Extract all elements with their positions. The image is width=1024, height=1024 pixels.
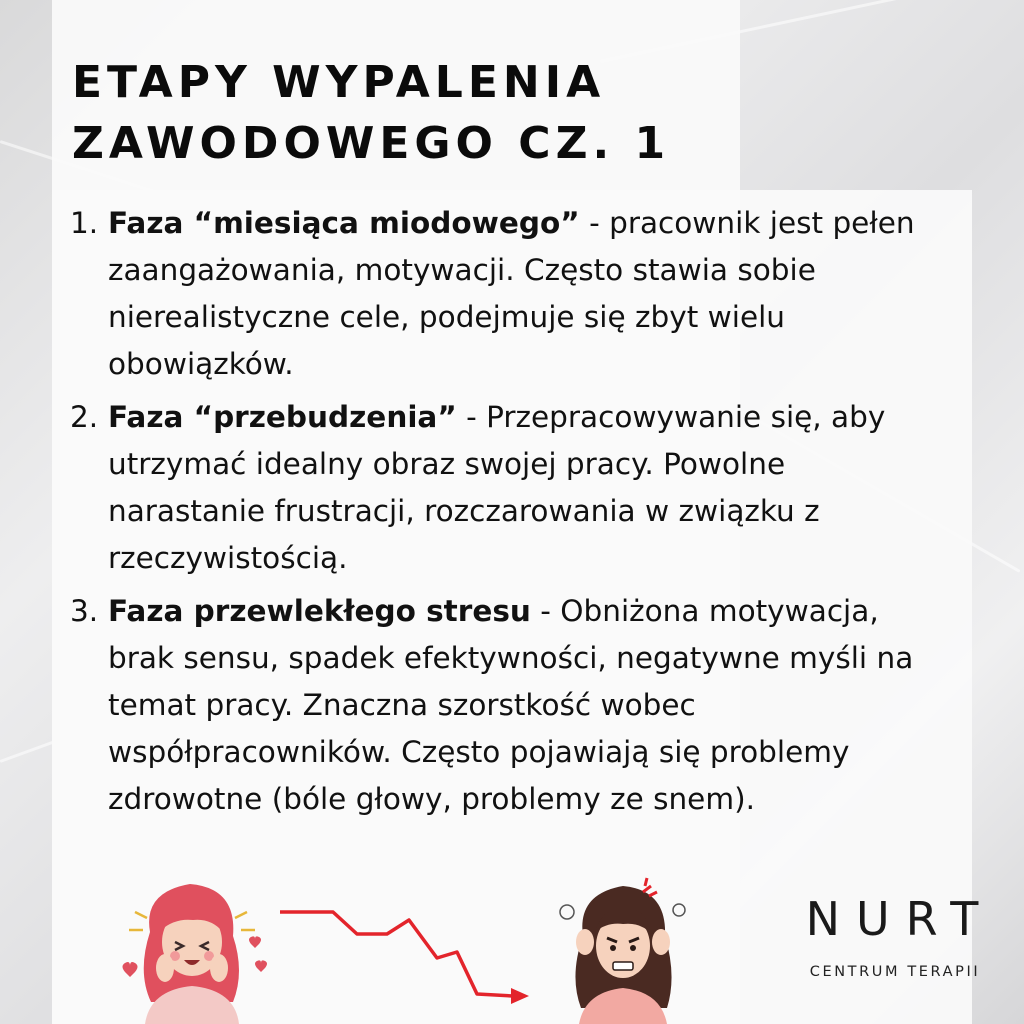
stressed-woman-illustration	[555, 876, 690, 1024]
stage-name: Faza “miesiąca miodowego”	[108, 206, 580, 240]
brand-name: NURT	[805, 892, 995, 946]
stage-name: Faza “przebudzenia”	[108, 400, 457, 434]
happy-woman-illustration	[115, 872, 270, 1024]
stage-item	[70, 200, 930, 388]
stage-name: Faza przewlekłego stresu	[108, 594, 531, 628]
stage-item	[70, 394, 930, 582]
arrow-head-icon	[511, 988, 529, 1004]
stages-list	[70, 200, 930, 829]
title-line-1: ETAPY WYPALENIA	[72, 57, 606, 108]
page-title	[72, 52, 832, 174]
brand-logo	[790, 892, 1000, 980]
decline-arrow-line	[280, 912, 513, 996]
decline-arrow	[275, 900, 535, 1010]
stage-description: - Obniżona motywacja, brak sensu, spadek efektywności, negatywne myśli na temat pracy. Znaczna szorstkość wobec współpracowników. Często pojawiają się problemy zdrowotne (bóle głowy, problemy ze snem).	[108, 594, 914, 816]
title-line-2: ZAWODOWEGO CZ. 1	[72, 118, 671, 169]
stage-item	[70, 588, 930, 823]
stage-description: - pracownik jest pełen zaangażowania, motywacji. Często stawia sobie nierealistyczne cele, podejmuje się zbyt wielu obowiązków.	[108, 206, 915, 381]
stage-description: - Przepracowywanie się, aby utrzymać idealny obraz swojej pracy. Powolne narastanie frustracji, rozczarowania w związku z rzeczywistością.	[108, 400, 886, 575]
stage-number: 1.	[70, 206, 99, 240]
stage-number: 2.	[70, 400, 99, 434]
brand-tagline: CENTRUM TERAPII	[809, 964, 981, 980]
stage-number: 3.	[70, 594, 99, 628]
